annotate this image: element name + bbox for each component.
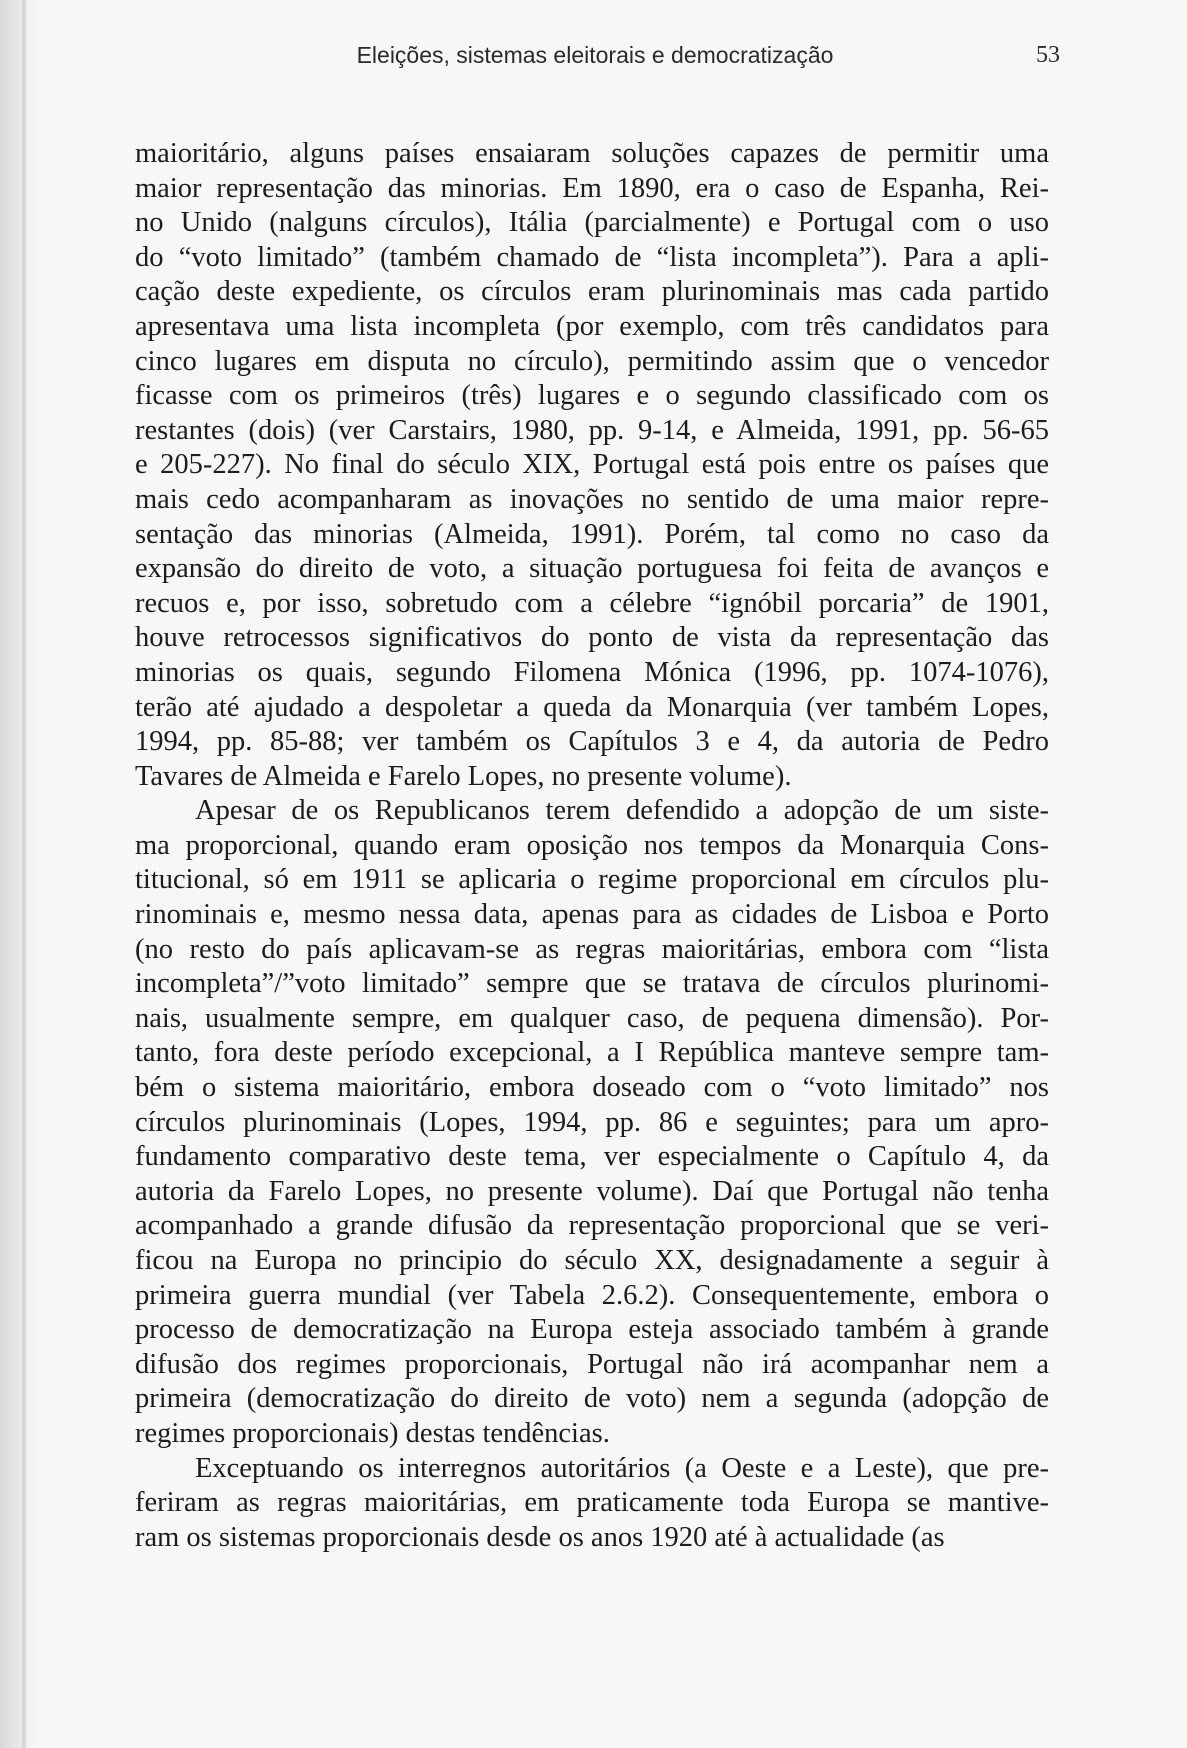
text-line: rinominais e, mesmo nessa data, apenas para as cidades de Lisboa e Porto bbox=[135, 899, 1049, 931]
text-line: (no resto do país aplicavam-se as regras maioritárias, embora com “lista bbox=[135, 933, 1049, 965]
text-line: houve retrocessos significativos do ponto de vista da representação das bbox=[135, 622, 1049, 654]
text-line: ficou na Europa no principio do século XX, designadamente a seguir à bbox=[135, 1245, 1049, 1276]
paragraph bbox=[135, 137, 1049, 794]
running-header-title: Eleições, sistemas eleitorais e democratização bbox=[356, 42, 834, 68]
text-line: apresentava uma lista incompleta (por exemplo, com três candidatos para bbox=[135, 310, 1049, 342]
page-gutter-shadow bbox=[0, 0, 40, 1748]
text-line: cação deste expediente, os círculos eram plurinominais mas cada partido bbox=[135, 276, 1049, 308]
paragraph bbox=[135, 794, 1049, 1451]
text-line: Apesar de os Republicanos terem defendido a adopção de um siste- bbox=[195, 795, 1049, 827]
text-line: primeira (democratização do direito de voto) nem a segunda (adopção de bbox=[135, 1383, 1049, 1415]
text-line: Tavares de Almeida e Farelo Lopes, no presente volume). bbox=[135, 760, 792, 792]
text-line: titucional, só em 1911 se aplicaria o regime proporcional em círculos plu- bbox=[135, 864, 1049, 896]
text-line: maioritário, alguns países ensaiaram soluções capazes de permitir uma bbox=[135, 138, 1049, 169]
text-line: recuos e, por isso, sobretudo com a célebre “ignóbil porcaria” de 1901, bbox=[135, 587, 1049, 619]
text-line: tanto, fora deste período excepcional, a I República manteve sempre tam- bbox=[135, 1037, 1049, 1069]
body-text bbox=[135, 137, 1049, 1555]
paragraph bbox=[135, 1452, 1049, 1556]
text-line: nais, usualmente sempre, em qualquer caso, de pequena dimensão). Por- bbox=[135, 1002, 1049, 1034]
text-line: ram os sistemas proporcionais desde os anos 1920 até à actualidade (as bbox=[135, 1521, 945, 1553]
page-number: 53 bbox=[1036, 42, 1060, 68]
text-line: primeira guerra mundial (ver Tabela 2.6.2). Consequentemente, embora o bbox=[135, 1279, 1049, 1311]
text-line: feriram as regras maioritárias, em praticamente toda Europa se mantive- bbox=[135, 1487, 1049, 1519]
text-line: acompanhado a grande difusão da representação proporcional que se veri- bbox=[135, 1210, 1049, 1242]
text-line: bém o sistema maioritário, embora doseado com o “voto limitado” nos bbox=[135, 1072, 1049, 1104]
text-line: ficasse com os primeiros (três) lugares e o segundo classificado com os bbox=[135, 380, 1049, 412]
text-line: regimes proporcionais) destas tendências. bbox=[135, 1417, 610, 1449]
text-line: ma proporcional, quando eram oposição nos tempos da Monarquia Cons- bbox=[135, 829, 1049, 861]
text-line: mais cedo acompanharam as inovações no sentido de uma maior repre- bbox=[135, 483, 1049, 515]
text-line: no Unido (nalguns círculos), Itália (parcialmente) e Portugal com o uso bbox=[135, 207, 1049, 239]
text-line: maior representação das minorias. Em 1890, era o caso de Espanha, Rei- bbox=[135, 172, 1049, 204]
text-line: expansão do direito de voto, a situação portuguesa foi feita de avanços e bbox=[135, 553, 1049, 585]
text-line: sentação das minorias (Almeida, 1991). Porém, tal como no caso da bbox=[135, 518, 1049, 550]
text-line: círculos plurinominais (Lopes, 1994, pp. 86 e seguintes; para um apro- bbox=[135, 1106, 1049, 1138]
text-line: processo de democratização na Europa esteja associado também à grande bbox=[135, 1314, 1049, 1346]
text-line: terão até ajudado a despoletar a queda da Monarquia (ver também Lopes, bbox=[135, 691, 1049, 723]
text-line: minorias os quais, segundo Filomena Mónica (1996, pp. 1074-1076), bbox=[135, 656, 1049, 688]
text-line: Exceptuando os interregnos autoritários (a Oeste e a Leste), que pre- bbox=[195, 1452, 1049, 1484]
binding-edge bbox=[22, 0, 26, 1748]
text-line: 1994, pp. 85-88; ver também os Capítulos 3 e 4, da autoria de Pedro bbox=[135, 726, 1049, 758]
text-line: restantes (dois) (ver Carstairs, 1980, pp. 9-14, e Almeida, 1991, pp. 56-65 bbox=[135, 414, 1049, 446]
text-line: incompleta”/”voto limitado” sempre que se tratava de círculos plurinomi- bbox=[135, 968, 1049, 1000]
text-line: autoria da Farelo Lopes, no presente volume). Daí que Portugal não tenha bbox=[135, 1175, 1049, 1207]
text-line: fundamento comparativo deste tema, ver especialmente o Capítulo 4, da bbox=[135, 1141, 1049, 1173]
text-line: cinco lugares em disputa no círculo), permitindo assim que o vencedor bbox=[135, 345, 1049, 377]
text-line: difusão dos regimes proporcionais, Portugal não irá acompanhar nem a bbox=[135, 1348, 1049, 1380]
text-line: do “voto limitado” (também chamado de “lista incompleta”). Para a apli- bbox=[135, 241, 1049, 273]
text-line: e 205-227). No final do século XIX, Portugal está pois entre os países que bbox=[135, 449, 1049, 481]
